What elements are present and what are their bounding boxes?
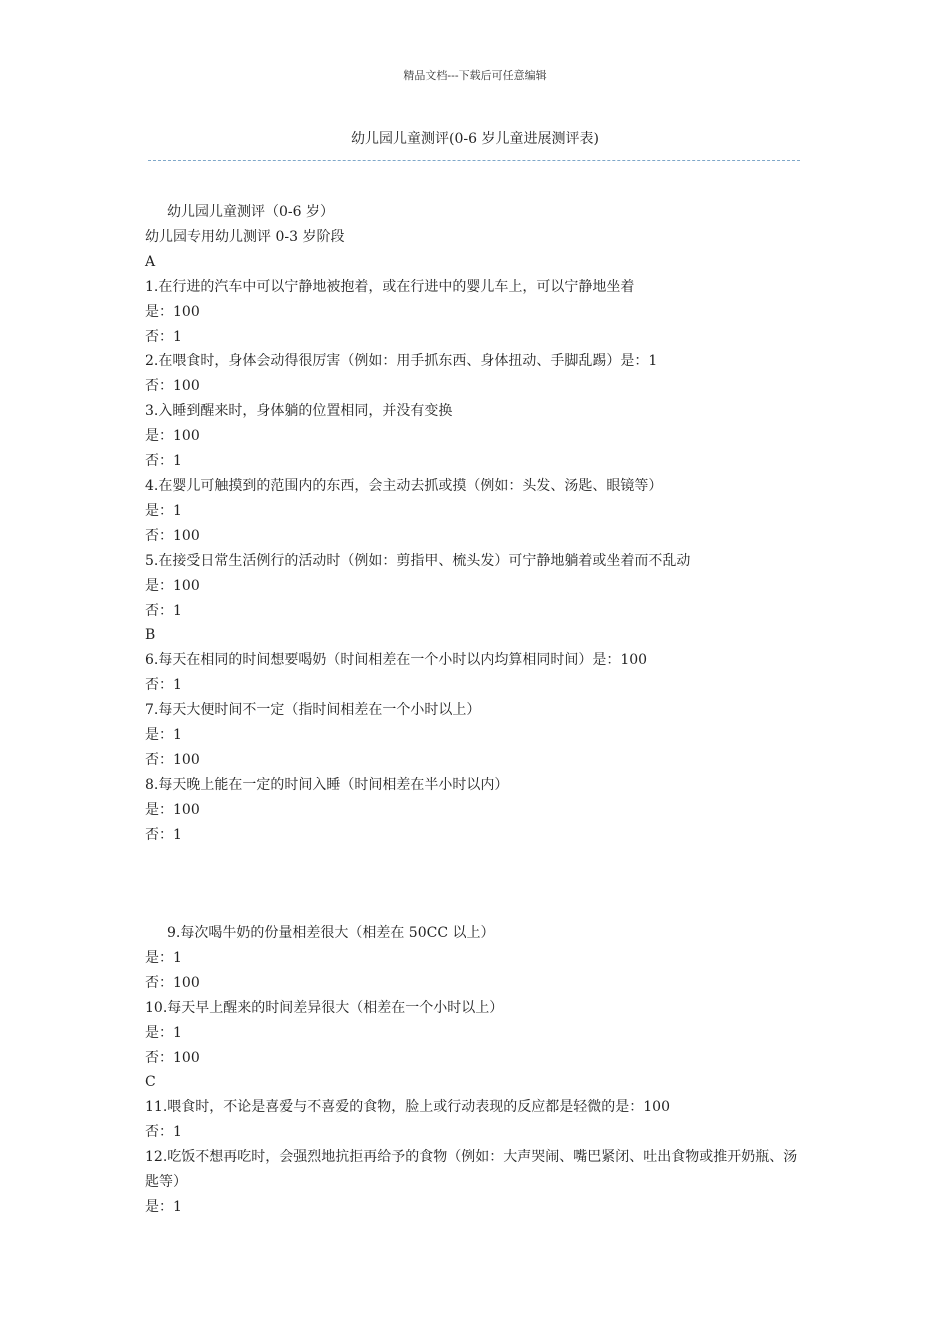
question-item: 5.在接受日常生活例行的活动时（例如：剪指甲、梳头发）可宁静地躺着或坐着而不乱动 [145, 552, 691, 569]
answer-yes: 是：1 [145, 949, 182, 966]
answer-no: 否：1 [145, 453, 182, 470]
answer-no: 否：1 [145, 602, 182, 619]
answer-yes: 是：1 [145, 727, 182, 744]
question-item: 12.吃饭不想再吃时，会强烈地抗拒再给予的食物（例如：大声哭闹、嘴巴紧闭、吐出食物或推开奶瓶、汤匙等） [145, 1149, 798, 1191]
question-item: 2.在喂食时，身体会动得很厉害（例如：用手抓东西、身体扭动、手脚乱踢）是：1 [145, 353, 658, 370]
answer-no: 否：1 [145, 826, 182, 843]
document-body-part-2 [145, 921, 810, 1220]
answer-yes: 是：100 [145, 428, 200, 445]
document-body-part-1 [145, 200, 810, 848]
section-heading: 幼儿园儿童测评（0-6 岁） [167, 204, 334, 220]
answer-no: 否：100 [145, 1049, 200, 1066]
answer-no: 否：100 [145, 527, 200, 544]
answer-yes: 是：1 [145, 502, 182, 519]
question-item: 11.喂食时，不论是喜爱与不喜爱的食物，脸上或行动表现的反应都是轻微的是：100 [145, 1099, 670, 1116]
question-item: 9.每次喝牛奶的份量相差很大（相差在 50CC 以上） [167, 925, 495, 941]
question-item: 10.每天早上醒来的时间差异很大（相差在一个小时以上） [145, 999, 504, 1016]
question-item: 3.入睡到醒来时，身体躺的位置相同，并没有变换 [145, 403, 453, 420]
document-title: 幼儿园儿童测评(0-6 岁儿童进展测评表) [351, 131, 599, 147]
answer-no: 否：1 [145, 1124, 182, 1141]
group-label: C [145, 1074, 156, 1091]
question-item: 8.每天晚上能在一定的时间入睡（时间相差在半小时以内） [145, 776, 509, 793]
answer-no: 否：1 [145, 677, 182, 694]
answer-no: 否：100 [145, 751, 200, 768]
answer-yes: 是：100 [145, 801, 200, 818]
answer-yes: 是：1 [145, 1198, 182, 1215]
answer-yes: 是：1 [145, 1024, 182, 1041]
section-subheading: 幼儿园专用幼儿测评 0-3 岁阶段 [145, 228, 345, 245]
dashed-divider [148, 160, 800, 161]
question-item: 4.在婴儿可触摸到的范围内的东西，会主动去抓或摸（例如：头发、汤匙、眼镜等） [145, 477, 663, 494]
answer-yes: 是：100 [145, 577, 200, 594]
answer-no: 否：1 [145, 328, 182, 345]
question-item: 7.每天大便时间不一定（指时间相差在一个小时以上） [145, 702, 481, 719]
question-item: 1.在行进的汽车中可以宁静地被抱着，或在行进中的婴儿车上，可以宁静地坐着 [145, 278, 635, 295]
group-label: B [145, 627, 156, 644]
answer-yes: 是：100 [145, 303, 200, 320]
question-item: 6.每天在相同的时间想要喝奶（时间相差在一个小时以内均算相同时间）是：100 [145, 652, 648, 669]
answer-no: 否：100 [145, 974, 200, 991]
group-label: A [145, 253, 156, 270]
header-note: 精品文档---下载后可任意编辑 [403, 69, 547, 82]
answer-no: 否：100 [145, 378, 200, 395]
